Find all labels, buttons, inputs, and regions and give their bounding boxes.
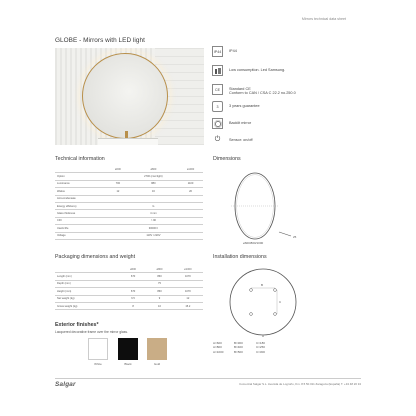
feature-guarantee [212,101,362,113]
table-row [55,173,203,180]
table-cell: 6.5 [120,295,146,302]
installation-formula: C=180 [256,341,265,345]
feature-ce-line2: Conform to CAN / CSA C 22.2 no.250.0 [229,91,296,96]
row-label: Anti-condensate [55,195,107,202]
packaging-table-body [55,273,203,310]
table-cell: 1100 [178,180,203,187]
table-cell [178,202,203,209]
basin [98,138,158,145]
table-row [55,280,203,287]
footer-address: Comercial Salgar S.L. Avenida de Logroño, Km. 8.5 50.011 Zaragoza (España) T. +34 48 20 34 [239,382,361,386]
feature-ce-line1: Standard CE [229,87,251,91]
technical-table [55,166,203,240]
table-cell [107,195,129,202]
installation-title: Installation dimensions [213,254,267,260]
packaging-table [55,266,203,310]
row-label: Luminance [55,180,107,187]
table-row [55,273,203,280]
doc-type-label: Mirrors technical data sheet [301,17,346,21]
backlit-icon [212,118,223,129]
row-label: Watios [55,188,107,195]
dimensions-title: Dimensions [213,156,241,162]
table-header: ø600 [107,166,129,173]
installation-formula: C=300 [256,349,265,354]
table-header: ø600 [120,266,146,273]
swatch-black [118,338,138,360]
table-cell [178,225,203,232]
brand-logo: Salgar [55,381,76,388]
depth-line [279,232,291,236]
feature-label: Sensor: on/off [229,138,253,142]
table-row [55,202,203,209]
table-cell: 880 [129,180,178,187]
technical-table-body [55,173,203,240]
marker-b: B [261,283,264,287]
swatch-label-white: White [94,362,102,366]
table-row [55,180,203,187]
installation-formula: A=600 [213,341,222,345]
packaging-title: Packaging dimensions and weight [55,254,136,260]
installation-formula: A=800 [213,345,222,350]
fixing-point [250,289,253,292]
feature-label: Low consumption. Led Samsung. [229,68,286,72]
marker-c: C [279,300,282,304]
installation-drawing [213,266,363,338]
table-header-row [55,166,203,173]
table-cell [173,280,203,287]
finishes-title: Exterior finishes* [55,322,99,328]
installation-formula: A=1000 [213,349,224,354]
feature-label [229,87,296,96]
row-label: Energy efficiency [55,202,107,209]
table-cell: 670 [120,273,146,280]
row-label: Depth (mm) [55,280,120,287]
table-cell: G [129,202,178,209]
row-label: Voltage [55,232,107,239]
table-cell: 16 [129,188,178,195]
table-cell [107,202,129,209]
table-cell: 1070 [173,273,203,280]
table-header-row [55,266,203,273]
row-label: Useful life [55,225,107,232]
table-cell [129,195,178,202]
table-cell [107,217,129,224]
table-cell: 860 [146,288,172,295]
feature-label: Backlit mirror [229,121,252,125]
fixing-point [250,313,253,316]
ip44-icon: IP44 [212,46,223,57]
feature-label: 3 years guarantee [229,104,260,108]
row-label: CRI [55,217,107,224]
feature-led [212,65,362,77]
row-label: Length (mm) [55,273,120,280]
feature-ip44 [212,46,362,58]
table-row [55,295,203,302]
table-cell: 8 [120,302,146,309]
row-label: Glass thickness [55,210,107,217]
product-photo [55,48,204,145]
product-title: GLOBE - Mirrors with LED light [55,37,145,44]
footer [55,378,361,388]
table-cell [178,195,203,202]
feature-backlit [212,118,362,130]
table-row [55,225,203,232]
technical-title: Technical information [55,156,105,162]
table-cell: 700 [107,180,129,187]
table-row [55,232,203,239]
table-cell [178,232,203,239]
table-cell: 10 [146,302,172,309]
row-label: Net weight (kg) [55,295,120,302]
swatch-label-gold: Gold [153,362,161,366]
dimensions-drawing [213,168,363,248]
table-cell [107,210,129,217]
marker-a: A [262,334,265,338]
table-cell [107,225,129,232]
table-cell: 9 [146,295,172,302]
fixing-point [274,289,277,292]
guarantee-icon: 3 [212,101,223,112]
table-cell [178,217,203,224]
table-cell: > 90 [129,217,178,224]
table-cell [120,280,146,287]
table-cell: 12 [107,188,129,195]
round-mirror [82,53,168,139]
table-row [55,302,203,309]
swatch-label-black: Black [124,362,132,366]
feature-sensor [212,135,362,147]
table-cell: 30000 h [129,225,178,232]
depth-label: 25 [293,235,297,239]
table-header: ø800 [129,166,178,173]
table-row [55,217,203,224]
table-cell: 20 [178,188,203,195]
table-cell: 860 [146,273,172,280]
table-cell: 12 [173,295,203,302]
row-label: Height (mm) [55,288,120,295]
table-cell: 2700 (cool light) [129,173,178,180]
table-cell: 15.2 [173,302,203,309]
feature-ce [212,84,362,96]
installation-mirror-outline [230,269,296,335]
table-header [55,266,120,273]
table-cell: 4 mm [129,210,178,217]
installation-formula: C=250 [256,345,265,350]
feature-label: IP44 [229,49,237,53]
led-icon [212,65,223,76]
finishes-subtitle: Lacquered decorative frame over the mirror glass. [55,330,128,334]
installation-formula: B=400 [234,345,243,350]
table-header: ø1000 [173,266,203,273]
table-cell: 75 [146,280,172,287]
table-header: ø1000 [178,166,203,173]
row-label: Gross weight (kg) [55,302,120,309]
table-cell [107,173,129,180]
table-header: ø800 [146,266,172,273]
table-row [55,288,203,295]
row-label: Option [55,173,107,180]
table-row [55,188,203,195]
table-cell [178,173,203,180]
table-cell: 110V / 220V [129,232,178,239]
power-icon: ⏻ [214,136,221,143]
installation-formula: B=300 [234,341,243,345]
table-cell: 1070 [173,288,203,295]
ce-icon: CE [212,84,223,95]
fixing-point [274,313,277,316]
diameter-label: ø600/800/1000 [243,241,264,245]
table-cell [178,210,203,217]
table-row [55,210,203,217]
swatch-gold [147,338,167,360]
swatch-white [88,338,108,360]
table-cell: 670 [120,288,146,295]
table-row [55,195,203,202]
table-cell [107,232,129,239]
table-header [55,166,107,173]
installation-formula: B=500 [234,349,243,354]
